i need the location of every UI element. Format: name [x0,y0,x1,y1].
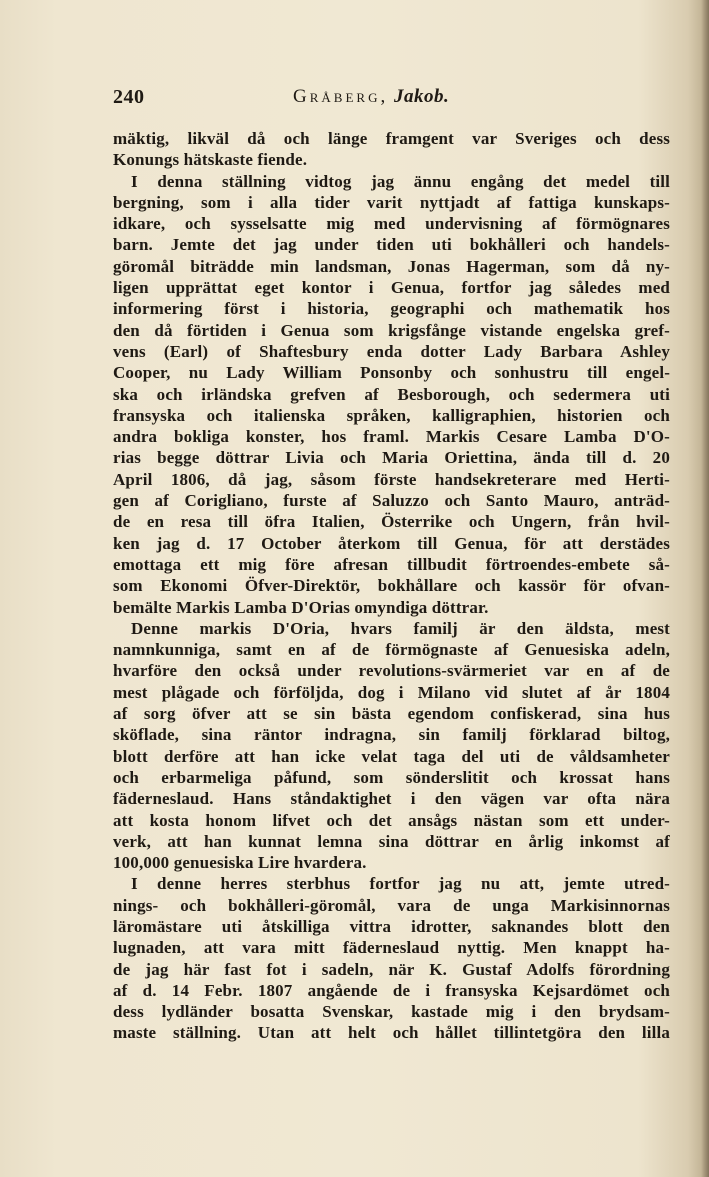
text-line: andra bokliga konster, hos framl. Markis Cesare Lamba D'O- [113,427,670,447]
text-line: verk, att han kunnat lemna sina döttrar en årlig inkomst af [113,831,670,851]
text-line: dess lydländer bosatta Svenskar, kastade mig i den brydsam- [113,1002,670,1022]
text-line: fäderneslaud. Hans ståndaktighet i den vägen var ofta nära [113,789,670,809]
text-line: informering först i historia, geographi och mathematik hos [113,299,670,319]
text-line: Konungs hätskaste fiende. [113,150,308,170]
body-text [113,128,670,1044]
text-line: ken jag d. 17 October återkom till Genua, för att derstädes [113,533,670,553]
text-line: fransyska och italienska språken, kalligraphien, historien och [113,405,670,425]
text-line: rias begge döttrar Livia och Maria Oriettina, ända till d. 20 [113,448,670,468]
text-line: bergning, som i alla tider varit nyttjadt af fattiga kunskaps- [113,192,670,212]
text-line: mäktig, likväl då och länge framgent var Sveriges och dess [113,129,670,148]
text-line: sköflade, sina räntor indragna, sin familj förklarad biltog, [113,725,670,745]
text-line: lugnaden, att vara mitt fäderneslaud nyttig. Men knappt ha- [113,938,670,958]
text-line: bemälte Markis Lamba D'Orias omyndiga döttrar. [113,597,489,617]
paragraph-start-line: Denne markis D'Oria, hvars familj är den äldsta, mest [131,618,670,638]
running-head-given: Jakob. [393,86,450,107]
text-line: göromål biträdde min landsman, Jonas Hagerman, som då ny- [113,256,670,276]
text-line: de jag här fast fot i sadeln, när K. Gustaf Adolfs förordning [113,959,670,979]
text-line: blott derföre att han icke velat taga del uti de våldsamheter [113,746,670,766]
paragraph-start-line: I denna ställning vidtog jag ännu engång det medel till [131,171,670,191]
text-line: och erbarmeliga påfund, som sönderslitit och krossat hans [113,767,670,787]
page-header [113,86,673,114]
text-line: maste ställning. Utan att helt och hållet tillintetgöra den lilla [113,1023,670,1043]
text-line: de en resa till öfra Italien, Österrike och Ungern, från hvil- [113,512,670,532]
text-line: namnkunniga, samt en af de förmögnaste af Genuesiska adeln, [113,640,670,660]
text-line: vens (Earl) of Shaftesbury enda dotter Lady Barbara Ashley [113,341,670,361]
text-line: som Ekonomi Öfver-Direktör, bokhållare och kassör för ofvan- [113,576,670,596]
text-line: den då förtiden i Genua som krigsfånge vistande engelska gref- [113,320,670,340]
text-line: nings- och bokhålleri-göromål, vara de unga Markisinnornas [113,895,670,915]
text-line: af d. 14 Febr. 1807 angående de i fransyska Kejsardömet och [113,980,670,1000]
text-line: mest plågade och förföljda, dog i Milano vid slutet af år 1804 [113,682,670,702]
page-number: 240 [113,86,145,108]
text-line: Cooper, nu Lady William Ponsonby och sonhustru till engel- [113,363,670,383]
text-line: hvarföre den också under revolutions-svärmeriet var en af de [113,661,670,681]
page-edge-shadow [701,0,709,1177]
paragraph-start-line: I denne herres sterbhus fortfor jag nu att, jemte utred- [131,874,670,894]
text-line: barn. Jemte det jag under tiden uti bokhålleri och handels- [113,235,670,255]
text-line: April 1806, då jag, såsom förste handsekreterare med Herti- [113,469,670,489]
text-line: ska och irländska grefven af Besborough, och sedermera uti [113,384,670,404]
running-head-surname: Gråberg, [293,86,389,107]
text-line: 100,000 genuesiska Lire hvardera. [113,853,367,873]
running-head [293,86,449,108]
text-line: ligen upprättat eget kontor i Genua, fortfor jag således med [113,278,670,298]
text-line: emottaga ett mig före afresan tillbudit förtroendes-embete så- [113,554,670,574]
text-line: gen af Corigliano, furste af Saluzzo och Santo Mauro, anträd- [113,491,670,511]
text-line: att kosta honom lifvet och det ansågs nästan som ett under- [113,810,670,830]
text-line: idkare, och sysselsatte mig med undervisning af förmögnares [113,214,670,234]
text-line: af sorg öfver att se sin bästa egendom confiskerad, sina hus [113,704,670,724]
text-line: läromästare uti åtskilliga vittra idrotter, saknandes blott den [113,916,670,936]
